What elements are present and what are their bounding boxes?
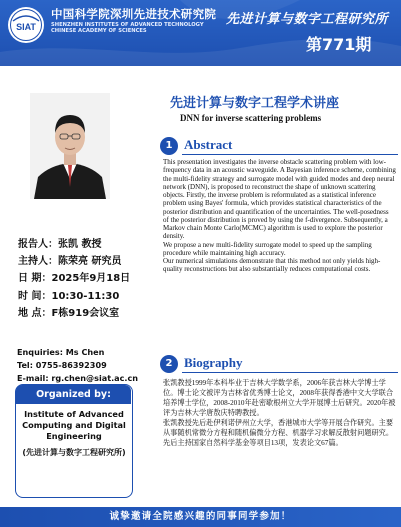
- place-line: 地 点：F栋919会议室: [18, 307, 120, 319]
- organizer-box: [15, 384, 133, 498]
- header-banner: [0, 0, 401, 66]
- biography-text: [163, 378, 396, 448]
- email-link[interactable]: E-mail: rg.chen@siat.ac.cn: [17, 372, 139, 383]
- abstract-heading: Abstract: [184, 137, 233, 152]
- biography-number-badge: 2: [160, 355, 178, 373]
- lecture-title-en: DNN for inverse scattering problems: [180, 113, 322, 123]
- biography-divider: [182, 372, 398, 373]
- biography-heading: Biography: [184, 355, 243, 370]
- host-line: 主持人：陈荣亮 研究员: [18, 256, 122, 268]
- abstract-paragraph: We propose a new multi-fidelity surrogate model to speed up the sampling procedure while maintaining high accuracy.: [163, 240, 372, 257]
- institute-name-cn: 中国科学院深圳先进技术研究院: [51, 7, 217, 21]
- date-line: 日 期：2025年9月18日: [18, 273, 131, 285]
- speaker-photo: [30, 93, 110, 199]
- speaker-info: [18, 236, 130, 322]
- abstract-text: [163, 158, 396, 274]
- logo-text: SIAT: [16, 22, 36, 32]
- abstract-paragraph: This presentation investigates the inverse obstacle scattering problem with low-frequency data in an acoustic waveguide. A Bayesian inference scheme, combining the multi-fidelity strategy and surrogate model with guided modes and deep neural network (DNN), is proposed to reconstruct the shape of unknown scattering objects. Firstly, the inverse problem is reformulated as a statistical inference problem using Bayes' formula, which provides statistical characteristics of the posterior distribution and quantification of the uncertainties. The well-posedness of the posterior distribution is proved by using the f-divergence. Subsequently, a Markov chain Monte Carlo(MCMC) algorithm is used to explore the posterior density.: [163, 158, 396, 241]
- organizer-name-cn: (先进计算与数字工程研究所): [22, 448, 126, 457]
- institute-name-en: SHENZHEN INSTITUTES OF ADVANCED TECHNOLOGY CHINESE ACADEMY OF SCIENCES: [51, 22, 204, 35]
- organizer-name: Institute of Advanced Computing and Digital Engineering: [22, 409, 126, 442]
- abstract-paragraph: Our numerical simulations demonstrate that this method not only yields high-quality reconstructions but also substantially reduces computational costs.: [163, 257, 381, 274]
- contact-info: [17, 346, 138, 384]
- tel-line: Tel: 0755-86392309: [17, 359, 107, 370]
- reporter-line: 报告人：张凯 教授: [18, 239, 102, 250]
- issue-number: 第771期: [306, 35, 372, 54]
- abstract-divider: [182, 154, 398, 155]
- enquiries-line: Enquiries: Ms Chen: [17, 347, 105, 357]
- siat-logo: [5, 5, 47, 45]
- biography-paragraph: 张凯教授先后赴伊利诺伊州立大学，香港城市大学等开展合作研究。主要从事随机常微分方程和随机偏微分方程、机器学习求解反散射问题研究。先后主持国家自然科学基金等项目13项，发表论文67篇。: [163, 419, 394, 448]
- biography-paragraph: 张凯教授1999年本科毕业于吉林大学数学系，2006年获吉林大学博士学位。博士论文被评为吉林省优秀博士论文，2008年获得香港中文大学联合培养博士学位，2008-2010年赴密歇根州立大学开展博士后研究。2020年被评为吉林大学唐敖庆特聘教授。: [163, 379, 396, 418]
- lecture-title-cn: 先进计算与数字工程学术讲座: [170, 96, 340, 111]
- abstract-number-badge: 1: [160, 137, 178, 155]
- organizer-heading: Organized by:: [16, 385, 131, 404]
- invitation-footer: 诚挚邀请全院感兴趣的同事同学参加！: [0, 507, 401, 527]
- time-line: 时 间：10:30-11:30: [18, 290, 120, 302]
- lecture-series-title: 先进计算与数字工程研究所: [226, 12, 389, 27]
